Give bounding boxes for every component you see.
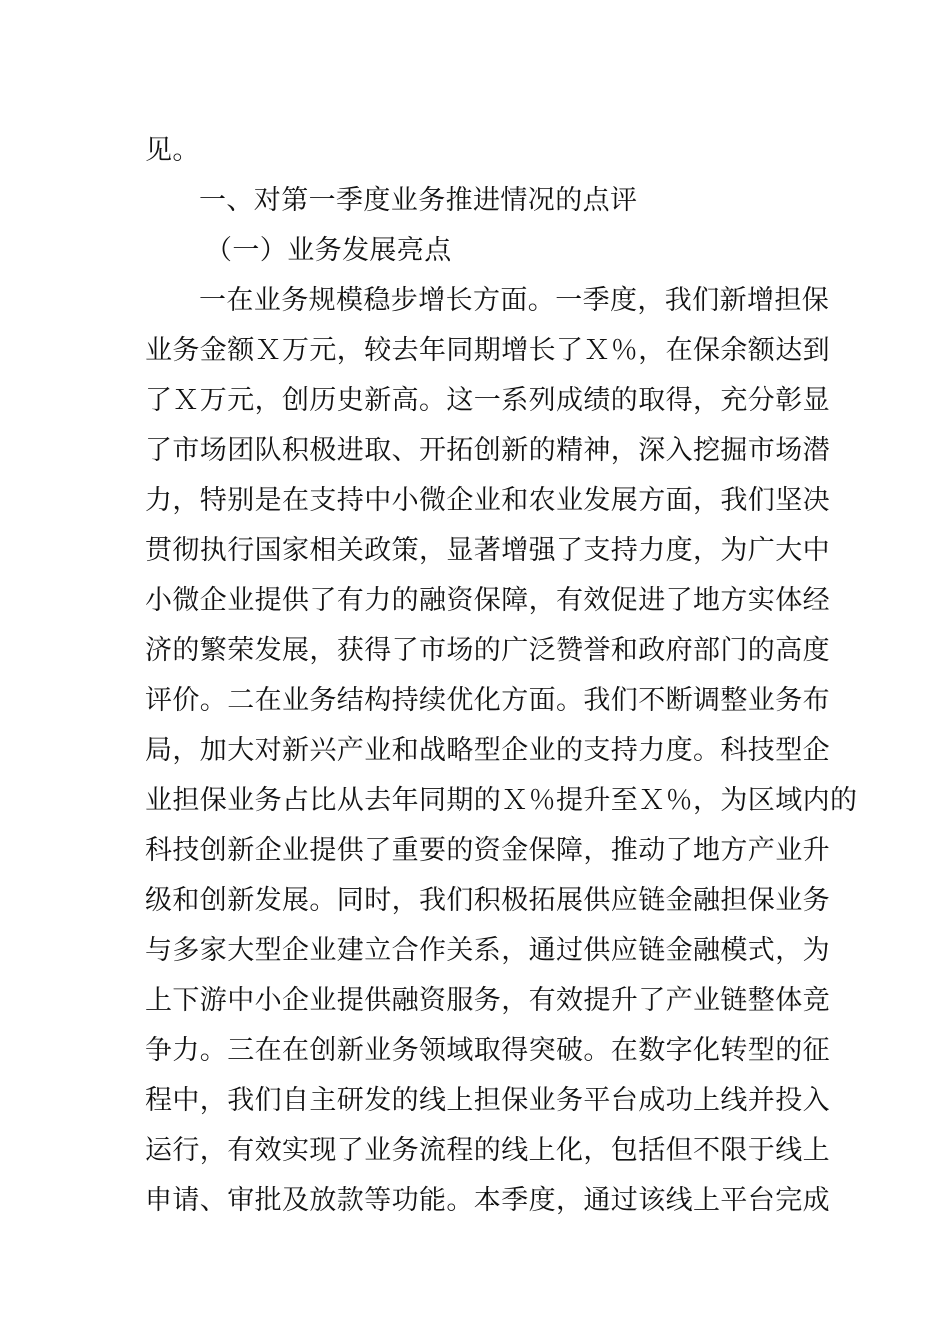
paragraph-line: 小微企业提供了有力的融资保障，有效促进了地方实体经 [145, 585, 830, 616]
paragraph-line: 力，特别是在支持中小微企业和农业发展方面，我们坚决 [145, 485, 830, 516]
paragraph-line: 运行，有效实现了业务流程的线上化，包括但不限于线上 [145, 1135, 830, 1166]
paragraph-line: 了市场团队积极进取、开拓创新的精神，深入挖掘市场潜 [145, 435, 830, 466]
paragraph-line: 局，加大对新兴产业和战略型企业的支持力度。科技型企 [145, 735, 830, 766]
paragraph-line: 了Ｘ万元，创历史新高。这一系列成绩的取得，充分彰显 [145, 385, 830, 416]
paragraph-line: 科技创新企业提供了重要的资金保障，推动了地方产业升 [145, 835, 830, 866]
section-heading: 一、对第一季度业务推进情况的点评 [199, 185, 638, 216]
paragraph-line: 业务金额Ｘ万元，较去年同期增长了Ｘ％，在保余额达到 [145, 335, 830, 366]
paragraph-line: 见。 [145, 135, 200, 166]
paragraph-line: 贯彻执行国家相关政策，显著增强了支持力度，为广大中 [145, 535, 830, 566]
paragraph-line: 上下游中小企业提供融资服务，有效提升了产业链整体竞 [145, 985, 830, 1016]
subsection-heading: （一）业务发展亮点 [205, 235, 452, 266]
paragraph-line: 与多家大型企业建立合作关系，通过供应链金融模式，为 [145, 935, 830, 966]
paragraph-line: 济的繁荣发展，获得了市场的广泛赞誉和政府部门的高度 [145, 635, 830, 666]
paragraph-line: 评价。二在业务结构持续优化方面。我们不断调整业务布 [145, 685, 830, 716]
paragraph-line: 一在业务规模稳步增长方面。一季度，我们新增担保 [199, 285, 830, 316]
paragraph-line: 级和创新发展。同时，我们积极拓展供应链金融担保业务 [145, 885, 830, 916]
paragraph-line: 业担保业务占比从去年同期的Ｘ％提升至Ｘ％，为区域内的 [145, 785, 858, 816]
paragraph-line: 争力。三在在创新业务领域取得突破。在数字化转型的征 [145, 1035, 830, 1066]
document-body [145, 126, 858, 1226]
paragraph-line: 申请、审批及放款等功能。本季度，通过该线上平台完成 [145, 1185, 830, 1216]
paragraph-line: 程中，我们自主研发的线上担保业务平台成功上线并投入 [145, 1085, 830, 1116]
